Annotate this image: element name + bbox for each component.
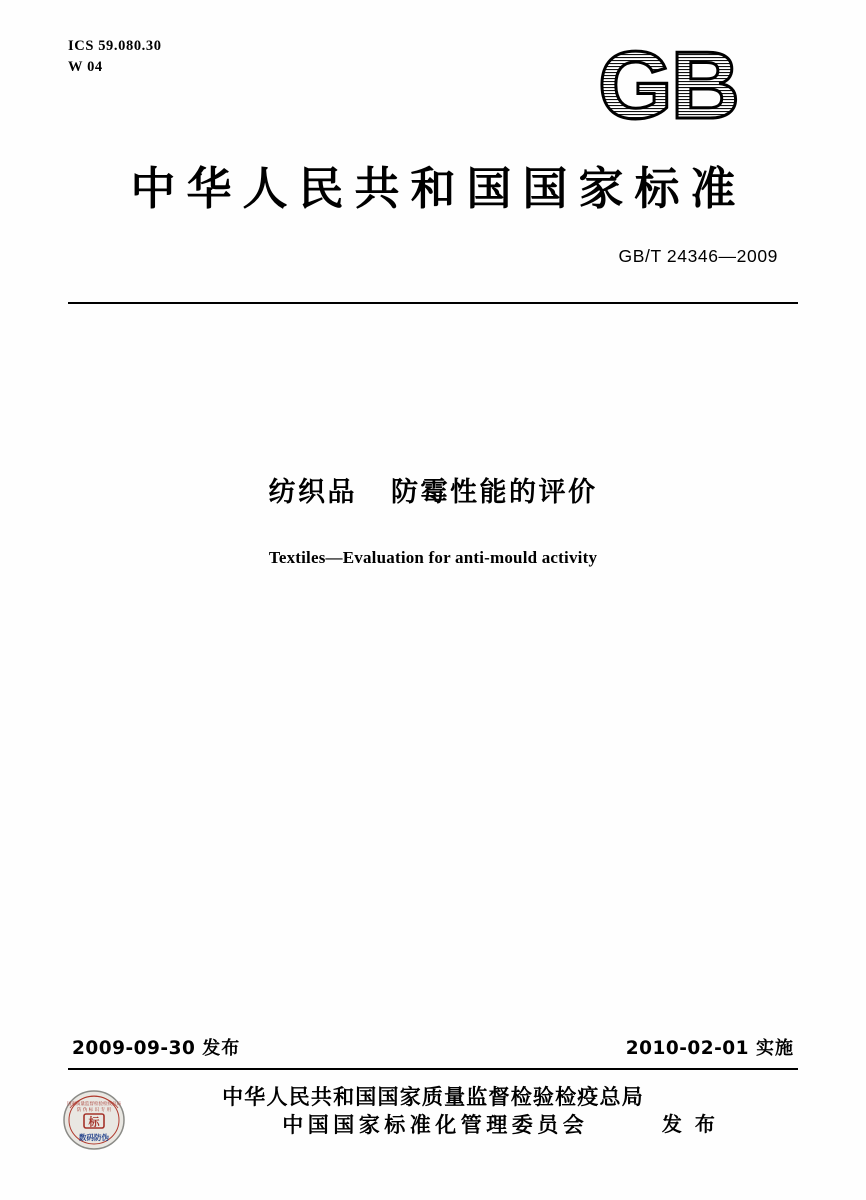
- footer-divider: [68, 1068, 798, 1070]
- issue-date-line: [72, 1034, 240, 1060]
- document-title-cn-subject: 纺织品: [268, 477, 357, 508]
- svg-text:GB: GB: [598, 42, 738, 128]
- header-divider: [68, 302, 798, 304]
- effective-date: 2010-02-01: [625, 1038, 750, 1059]
- issue-date: 2009-09-30: [72, 1038, 196, 1059]
- svg-text:国家质量监督检验检疫总局: 国家质量监督检验检疫总局: [67, 1102, 121, 1107]
- issuer-block: [0, 1084, 866, 1139]
- ics-classification-block: [68, 36, 162, 78]
- issuer-names: [222, 1084, 718, 1139]
- document-title-cn: [0, 470, 866, 509]
- issuer-line-2: 中国国家标准化管理委员会: [282, 1112, 589, 1137]
- effective-date-line: [626, 1034, 794, 1060]
- issuer-line-1: 中华人民共和国国家质量监督检验检疫总局: [222, 1085, 644, 1109]
- document-title-cn-topic: 防霉性能的评价: [391, 477, 598, 508]
- svg-text:数码防伪: 数码防伪: [79, 1133, 109, 1142]
- standard-number: GB/T 24346—2009: [618, 246, 778, 266]
- svg-text:防 伪 标 识 专 用: 防 伪 标 识 专 用: [76, 1108, 112, 1113]
- publish-word: 发 布: [661, 1112, 718, 1137]
- gb-logo-icon: [598, 42, 778, 128]
- ics-code: ICS 59.080.30: [68, 38, 162, 54]
- national-standard-title: 中华人民共和国国家标准: [130, 162, 747, 215]
- svg-text:标: 标: [88, 1115, 100, 1129]
- issue-date-label: 发布: [202, 1038, 241, 1059]
- effective-date-label: 实施: [756, 1038, 794, 1059]
- document-title-en: Textiles—Evaluation for anti-mould activity: [268, 548, 598, 567]
- classification-code: W 04: [68, 59, 103, 76]
